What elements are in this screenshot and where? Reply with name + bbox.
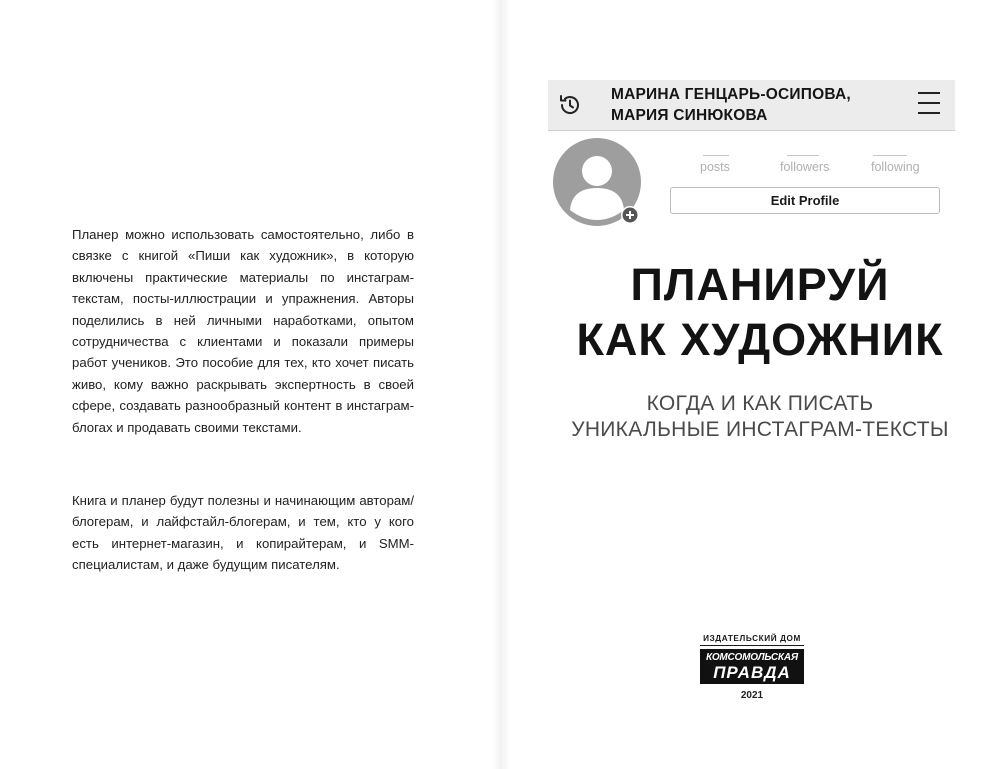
- posts-count-line: [703, 155, 729, 156]
- book-gutter: [492, 0, 510, 769]
- publisher-logo-line-1: КОМСОМОЛЬСКАЯ: [706, 652, 798, 663]
- book-title: [520, 257, 1000, 367]
- author-line-2: МАРИЯ СИНЮКОВА: [611, 107, 768, 124]
- book-subtitle-line-1: КОГДА И КАК ПИСАТЬ: [646, 392, 874, 415]
- description-paragraph-2: Книга и планер будут полезны и начинающим авторам/блогерам, и лайфстайл-блогерам, и тем, кто у кого есть интернет-магазин, и копирайтерам, и SMM-специалистам, и даже будущим писателям.: [72, 493, 414, 573]
- book-subtitle-line-2: УНИКАЛЬНЫЕ ИНСТАГРАМ-ТЕКСТЫ: [571, 418, 949, 441]
- publisher-block: [700, 634, 804, 701]
- plus-circle-icon[interactable]: [621, 206, 639, 224]
- book-title-line-1: ПЛАНИРУЙ: [630, 259, 890, 310]
- hamburger-menu-icon[interactable]: [918, 92, 942, 116]
- edit-profile-button[interactable]: Edit Profile: [670, 187, 940, 214]
- publisher-house-label: ИЗДАТЕЛЬСКИЙ ДОМ: [700, 634, 804, 646]
- publisher-logo-line-2: ПРАВДА: [713, 663, 791, 682]
- posts-label[interactable]: posts: [700, 160, 730, 174]
- following-label[interactable]: following: [871, 160, 920, 174]
- publication-year: 2021: [740, 690, 764, 701]
- left-page: [0, 0, 500, 769]
- history-icon[interactable]: [558, 93, 582, 117]
- following-count-line: [873, 155, 907, 156]
- book-subtitle: [520, 391, 1000, 443]
- avatar[interactable]: [553, 138, 643, 228]
- followers-count-line: [787, 155, 819, 156]
- authors: [611, 84, 851, 126]
- publisher-logo: [700, 649, 804, 684]
- book-title-line-2: КАК ХУДОЖНИК: [576, 314, 944, 365]
- followers-label[interactable]: followers: [780, 160, 830, 174]
- profile-header-bar: [548, 80, 955, 131]
- description-paragraph-1: Планер можно использовать самостоятельно, либо в связке с книгой «Пиши как художник», в которую включены практические материалы по инстаграм-текстам, посты-иллюстрации и упражнения. Авторы поделились в ней личными наработками, опытом сотрудничества с клиентами и показали примеры работ учеников. Это пособие для тех, кто хочет писать живо, кому важно раскрывать экспертность в своей сфере, создавать разнообразный контент в инстаграм-блогах и продавать своими текстами.: [72, 227, 414, 435]
- author-line-1: МАРИНА ГЕНЦАРЬ-ОСИПОВА,: [611, 86, 851, 103]
